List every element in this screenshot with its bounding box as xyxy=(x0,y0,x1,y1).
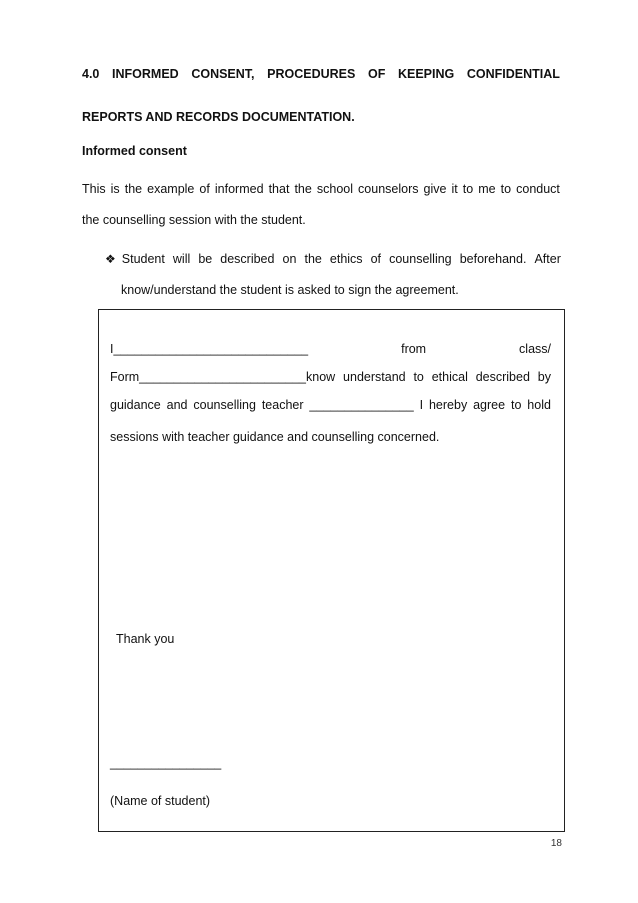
word: be xyxy=(198,252,213,266)
word: of xyxy=(370,252,382,266)
word: counselling xyxy=(193,398,256,412)
consent-line2 xyxy=(110,370,551,384)
word: CONFIDENTIAL xyxy=(466,67,560,81)
word: _______________ xyxy=(309,398,414,412)
word: understand xyxy=(343,370,406,384)
word: ethical xyxy=(431,370,468,384)
word: guidance xyxy=(110,398,161,412)
word: example xyxy=(147,182,195,196)
word: from xyxy=(401,342,427,356)
bullet-line1 xyxy=(105,252,561,266)
word: teacher xyxy=(261,398,304,412)
bullet-line2: know/understand the student is asked to sign the agreement. xyxy=(121,283,459,297)
word: on xyxy=(282,252,297,266)
consent-line1 xyxy=(110,342,551,356)
word: to xyxy=(510,398,522,412)
word: agree xyxy=(473,398,506,412)
diamond-bullet-icon: ❖ xyxy=(105,252,116,266)
word: to xyxy=(462,182,474,196)
thank-you-text: Thank you xyxy=(116,632,175,646)
word: that xyxy=(268,182,290,196)
word: ❖ Student xyxy=(105,252,165,266)
word: hereby xyxy=(428,398,468,412)
intro-line1 xyxy=(82,182,560,196)
page-number: 18 xyxy=(550,838,562,849)
word: school xyxy=(316,182,354,196)
word: Form________________________know xyxy=(110,370,336,384)
word: hold xyxy=(527,398,551,412)
word: beforehand. xyxy=(459,252,527,266)
word: give xyxy=(423,182,447,196)
word: the xyxy=(124,182,143,196)
subheading: Informed consent xyxy=(82,144,187,158)
word: After xyxy=(534,252,561,266)
word: to xyxy=(500,182,512,196)
word: counselling xyxy=(389,252,452,266)
word: PROCEDURES xyxy=(267,67,356,81)
word: me xyxy=(478,182,496,196)
word: the xyxy=(304,252,322,266)
word: by xyxy=(537,370,551,384)
word: is xyxy=(110,182,120,196)
word: OF xyxy=(367,67,386,81)
word: described xyxy=(475,370,530,384)
word: CONSENT, xyxy=(191,67,255,81)
word: it xyxy=(451,182,458,196)
signature-label: (Name of student) xyxy=(110,794,211,808)
word: and xyxy=(166,398,188,412)
word: informed xyxy=(214,182,264,196)
word: ethics xyxy=(329,252,363,266)
word: I____________________________ xyxy=(110,342,309,356)
word: conduct xyxy=(516,182,560,196)
consent-line3 xyxy=(110,398,551,412)
word: to xyxy=(413,370,424,384)
section-heading-line2: REPORTS AND RECORDS DOCUMENTATION. xyxy=(82,110,355,124)
intro-line2: the counselling session with the student. xyxy=(82,213,306,227)
word: INFORMED xyxy=(112,67,179,81)
word: counselors xyxy=(358,182,419,196)
word: the xyxy=(294,182,312,196)
signature-line: ________________ xyxy=(110,756,222,770)
word: 4.0 xyxy=(82,67,100,81)
section-heading-line1 xyxy=(82,67,560,81)
consent-form-box xyxy=(98,309,565,832)
consent-line4: sessions with teacher guidance and counselling concerned. xyxy=(110,430,440,444)
word: class/ xyxy=(519,342,551,356)
word: This xyxy=(82,182,106,196)
word: will xyxy=(172,252,191,266)
word: described xyxy=(220,252,275,266)
word: of xyxy=(199,182,210,196)
word: I xyxy=(419,398,424,412)
word: KEEPING xyxy=(397,67,455,81)
